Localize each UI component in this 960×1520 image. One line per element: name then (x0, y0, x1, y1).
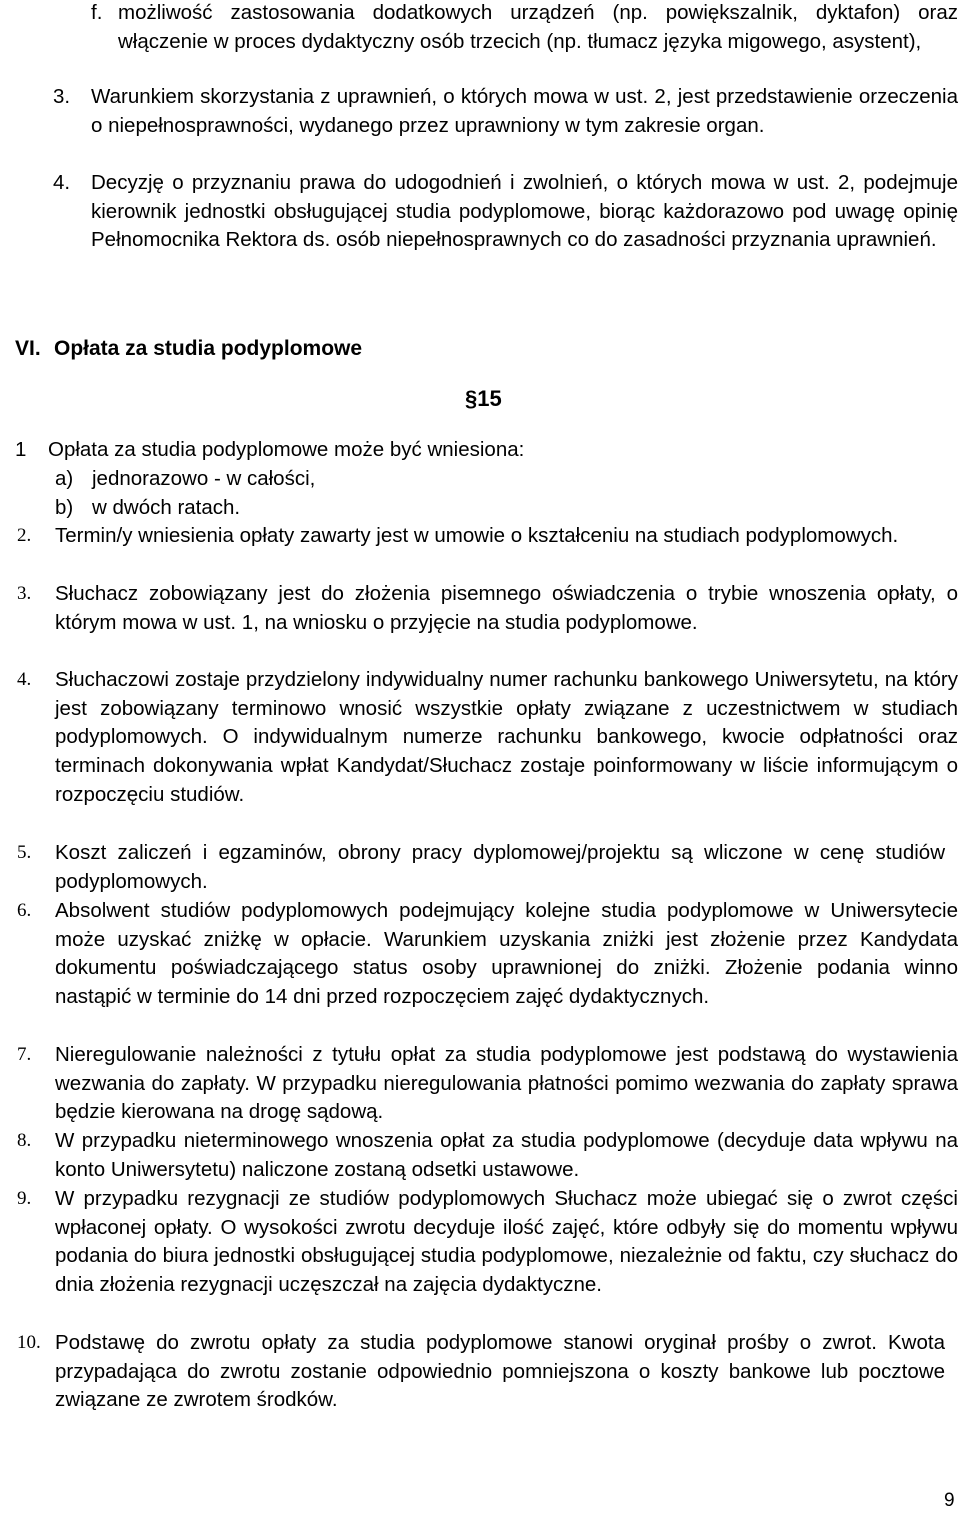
list-number: 5. (17, 842, 32, 863)
list-number: 10. (17, 1332, 41, 1353)
list-item-text: Słuchaczowi zostaje przydzielony indywidualny numer rachunku bankowego Uniwersytetu, na który jest zobowiązany terminowo wnosić wszystkie opłaty związane z uczestnictwem w studiach podyplomowych. O indywidualnym numerze rachunku bankowego, kwocie odpłatności oraz terminach dokonywania wpłat Kandydat/Słuchacz zostaje poinformowany w liście informującym o rozpoczęciu studiów. (55, 668, 958, 806)
list-item-text: w dwóch ratach. (92, 496, 241, 519)
list-number: b) (55, 496, 74, 519)
list-item-text: Podstawę do zwrotu opłaty za studia podyplomowe stanowi oryginał prośby o zwrot. Kwota przypadająca do zwrotu zostanie odpowiednio pomniejszona o koszty bankowe lub pocztowe związane ze zwrotem środków. (55, 1331, 945, 1412)
list-number: 4. (53, 171, 71, 194)
list-number: 9. (17, 1188, 32, 1209)
list-item-text: Koszt zaliczeń i egzaminów, obrony pracy dyplomowej/projektu są wliczone w cenę studiów podyplomowych. (55, 841, 945, 893)
list-number: 3. (53, 85, 71, 108)
list-item-text: Opłata za studia podyplomowe może być wniesiona: (48, 438, 525, 461)
list-number: 1 (15, 438, 27, 461)
list-item-text: Warunkiem skorzystania z uprawnień, o których mowa w ust. 2, jest przedstawienie orzeczenia o niepełnosprawności, wydanego przez uprawniony w tym zakresie organ. (91, 85, 958, 137)
list-number: 3. (17, 583, 32, 604)
list-number: 2. (17, 525, 32, 546)
paragraph-sign: §15 (465, 386, 502, 411)
section-title: Opłata za studia podyplomowe (54, 337, 363, 360)
list-item-text: jednorazowo - w całości, (92, 467, 316, 490)
list-item-text: możliwość zastosowania dodatkowych urządzeń (np. powiększalnik, dyktafon) oraz włączenie w proces dydaktyczny osób trzecich (np. tłumacz języka migowego, asystent), (118, 1, 958, 53)
list-number: f. (91, 1, 103, 24)
list-item-text: Absolwent studiów podyplomowych podejmujący kolejne studia podyplomowe w Uniwersytecie może uzyskać zniżkę w opłacie. Warunkiem uzyskania zniżki jest złożenie przez Kandydata dokumentu poświadczającego status osoby uprawnionej do zniżki. Złożenie podania winno nastąpić w terminie do 14 dni przed rozpoczęciem zajęć dydaktycznych. (55, 899, 958, 1009)
list-number: 4. (17, 669, 32, 690)
list-number: a) (55, 467, 74, 490)
list-item-text: Słuchacz zobowiązany jest do złożenia pisemnego oświadczenia o trybie wnoszenia opłaty, o którym mowa w ust. 1, na wniosku o przyjęcie na studia podyplomowe. (55, 582, 958, 634)
list-item-text: W przypadku nieterminowego wnoszenia opłat za studia podyplomowe (decyduje data wpływu na konto Uniwersytetu) naliczone zostaną odsetki ustawowe. (55, 1129, 958, 1181)
list-item-text: Decyzję o przyznaniu prawa do udogodnień i zwolnień, o których mowa w ust. 2, podejmuje kierownik jednostki obsługującej studia podyplomowe, biorąc każdorazowo pod uwagę opinię Pełnomocnika Rektora ds. osób niepełnosprawnych co do zasadności przyznania uprawnień. (91, 171, 958, 252)
page-number: 9 (944, 1490, 955, 1511)
list-item-text: Nieregulowanie należności z tytułu opłat za studia podyplomowe jest podstawą do wystawienia wezwania do zapłaty. W przypadku nieregulowania płatności pomimo wezwania do zapłaty sprawa będzie kierowana na drogę sądową. (55, 1043, 958, 1124)
list-number: 7. (17, 1044, 32, 1065)
section-roman-numeral: VI. (15, 337, 41, 360)
list-number: 6. (17, 900, 32, 921)
list-item-text: Termin/y wniesienia opłaty zawarty jest w umowie o kształceniu na studiach podyplomowych. (55, 524, 899, 547)
list-number: 8. (17, 1130, 32, 1151)
list-item-text: W przypadku rezygnacji ze studiów podyplomowych Słuchacz może ubiegać się o zwrot części wpłaconej opłaty. O wysokości zwrotu decyduje ilość zajęć, które odbyły się do momentu wpływu podania do biura jednostki obsługującej studia podyplomowe, niezależnie od faktu, czy słuchacz do dnia złożenia rezygnacji uczęszczał na zajęcia dydaktyczne. (55, 1187, 958, 1297)
